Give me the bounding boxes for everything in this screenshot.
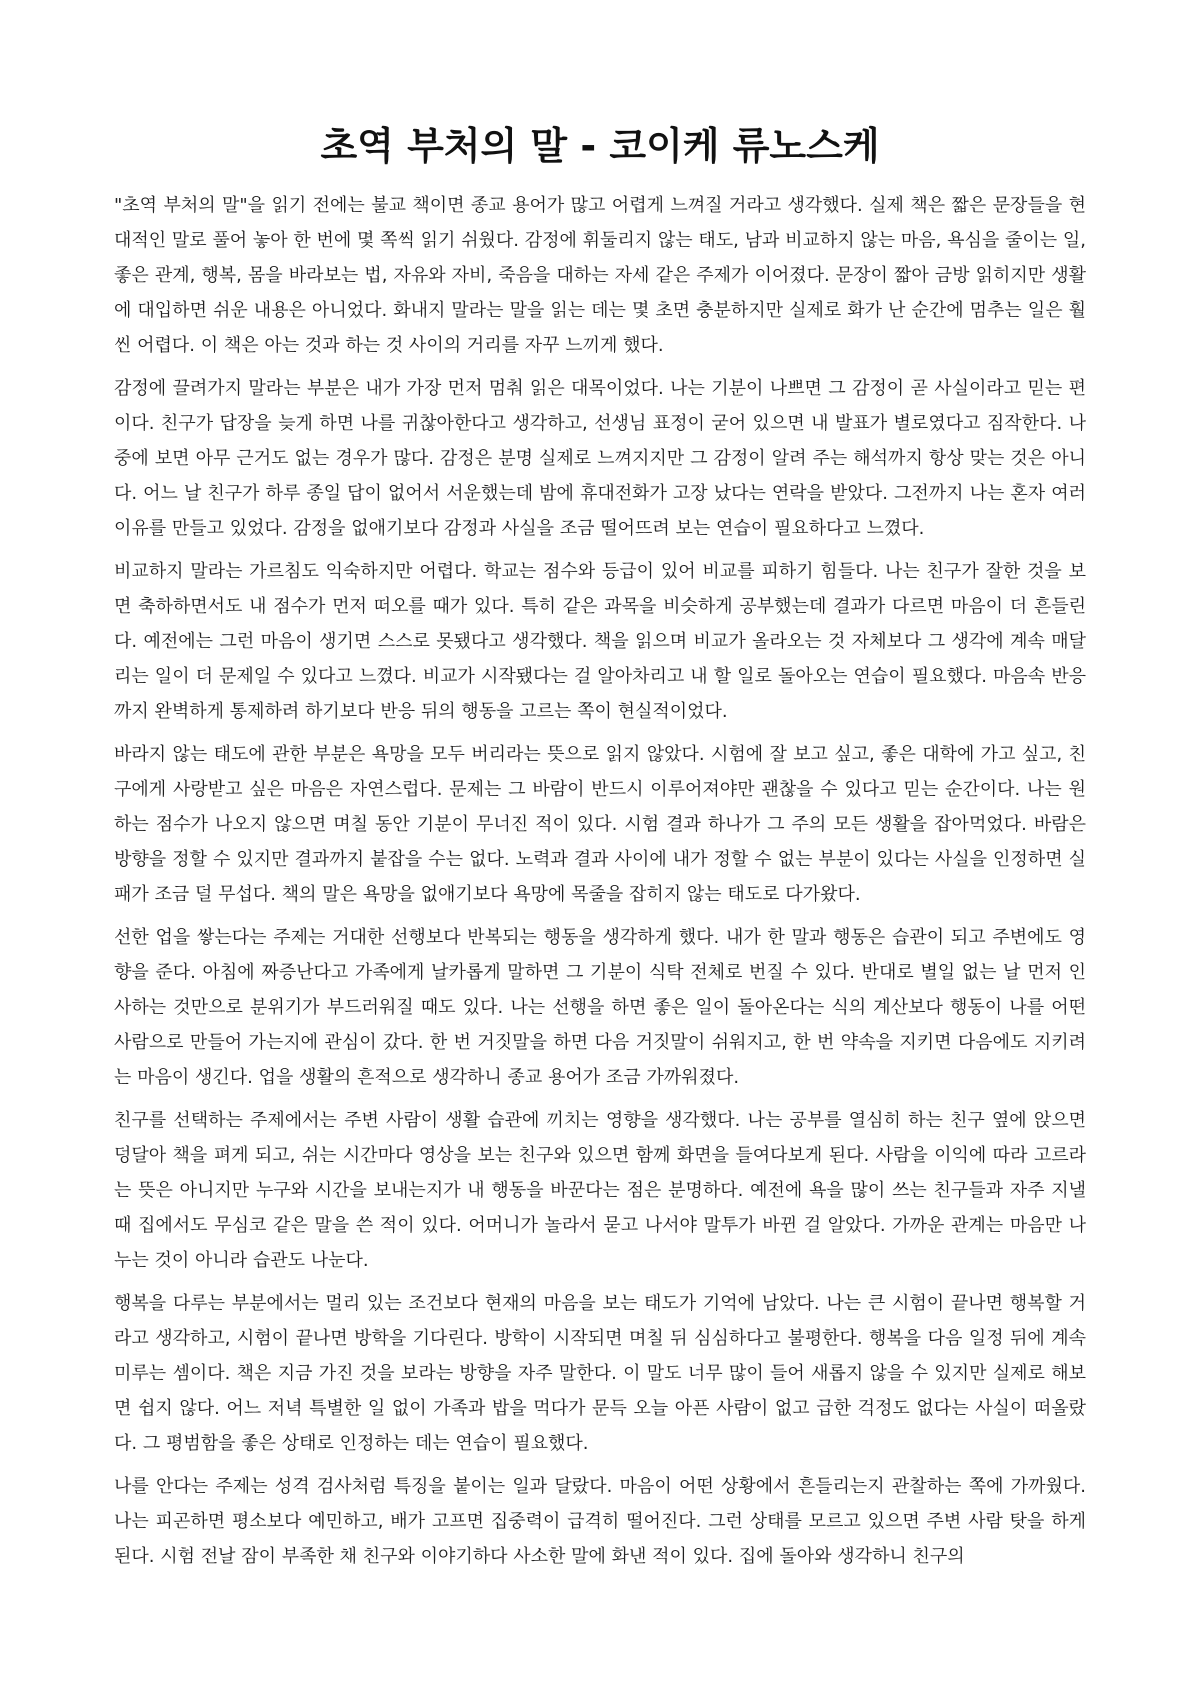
document-page — [114, 0, 1086, 1696]
paragraph: 감정에 끌려가지 말라는 부분은 내가 가장 먼저 멈춰 읽은 대목이었다. 나는 기분이 나쁘면 그 감정이 곧 사실이라고 믿는 편이다. 친구가 답장을 늦게 하면 나를 귀찮아한다고 생각하고, 선생님 표정이 굳어 있으면 내 발표가 별로였다고 짐작한다. 나중에 보면 아무 근거도 없는 경우가 많다. 감정은 분명 실제로 느껴지지만 그 감정이 알려 주는 해석까지 항상 맞는 것은 아니다. 어느 날 친구가 하루 종일 답이 없어서 서운했는데 밤에 휴대전화가 고장 났다는 연락을 받았다. 그전까지 나는 혼자 여러 이유를 만들고 있었다. 감정을 없애기보다 감정과 사실을 조금 떨어뜨려 보는 연습이 필요하다고 느꼈다. — [114, 378, 1086, 539]
paragraph: "초역 부처의 말"을 읽기 전에는 불교 책이면 종교 용어가 많고 어렵게 느껴질 거라고 생각했다. 실제 책은 짧은 문장들을 현대적인 말로 풀어 놓아 한 번에 몇 쪽씩 읽기 쉬웠다. 감정에 휘둘리지 않는 태도, 남과 비교하지 않는 마음, 욕심을 줄이는 일, 좋은 관계, 행복, 몸을 바라보는 법, 자유와 자비, 죽음을 대하는 자세 같은 주제가 이어졌다. 문장이 짧아 금방 읽히지만 생활에 대입하면 쉬운 내용은 아니었다. 화내지 말라는 말을 읽는 데는 몇 초면 충분하지만 실제로 화가 난 순간에 멈추는 일은 훨씬 어렵다. 이 책은 아는 것과 하는 것 사이의 거리를 자꾸 느끼게 했다. — [114, 195, 1086, 356]
paragraph: 선한 업을 쌓는다는 주제는 거대한 선행보다 반복되는 행동을 생각하게 했다. 내가 한 말과 행동은 습관이 되고 주변에도 영향을 준다. 아침에 짜증난다고 가족에게 날카롭게 말하면 그 기분이 식탁 전체로 번질 수 있다. 반대로 별일 없는 날 먼저 인사하는 것만으로 분위기가 부드러워질 때도 있다. 나는 선행을 하면 좋은 일이 돌아온다는 식의 계산보다 행동이 나를 어떤 사람으로 만들어 가는지에 관심이 갔다. 한 번 거짓말을 하면 다음 거짓말이 쉬워지고, 한 번 약속을 지키면 다음에도 지키려는 마음이 생긴다. 업을 생활의 흔적으로 생각하니 종교 용어가 조금 가까워졌다. — [114, 927, 1086, 1088]
paragraph: 행복을 다루는 부분에서는 멀리 있는 조건보다 현재의 마음을 보는 태도가 기억에 남았다. 나는 큰 시험이 끝나면 행복할 거라고 생각하고, 시험이 끝나면 방학을 기다린다. 방학이 시작되면 며칠 뒤 심심하다고 불평한다. 행복을 다음 일정 뒤에 계속 미루는 셈이다. 책은 지금 가진 것을 보라는 방향을 자주 말한다. 이 말도 너무 많이 들어 새롭지 않을 수 있지만 실제로 해보면 쉽지 않다. 어느 저녁 특별한 일 없이 가족과 밥을 먹다가 문득 오늘 아픈 사람이 없고 급한 걱정도 없다는 사실이 떠올랐다. 그 평범함을 좋은 상태로 인정하는 데는 연습이 필요했다. — [114, 1293, 1086, 1454]
paragraph: 친구를 선택하는 주제에서는 주변 사람이 생활 습관에 끼치는 영향을 생각했다. 나는 공부를 열심히 하는 친구 옆에 앉으면 덩달아 책을 펴게 되고, 쉬는 시간마다 영상을 보는 친구와 있으면 함께 화면을 들여다보게 된다. 사람을 이익에 따라 고르라는 뜻은 아니지만 누구와 시간을 보내는지가 내 행동을 바꾼다는 점은 분명하다. 예전에 욕을 많이 쓰는 친구들과 자주 지낼 때 집에서도 무심코 같은 말을 쓴 적이 있다. 어머니가 놀라서 묻고 나서야 말투가 바뀐 걸 알았다. 가까운 관계는 마음만 나누는 것이 아니라 습관도 나눈다. — [114, 1110, 1086, 1271]
paragraph: 비교하지 말라는 가르침도 익숙하지만 어렵다. 학교는 점수와 등급이 있어 비교를 피하기 힘들다. 나는 친구가 잘한 것을 보면 축하하면서도 내 점수가 먼저 떠오를 때가 있다. 특히 같은 과목을 비슷하게 공부했는데 결과가 다르면 마음이 더 흔들린다. 예전에는 그런 마음이 생기면 스스로 못됐다고 생각했다. 책을 읽으며 비교가 올라오는 것 자체보다 그 생각에 계속 매달리는 일이 더 문제일 수 있다고 느꼈다. 비교가 시작됐다는 걸 알아차리고 내 할 일로 돌아오는 연습이 필요했다. 마음속 반응까지 완벽하게 통제하려 하기보다 반응 뒤의 행동을 고르는 쪽이 현실적이었다. — [114, 561, 1086, 722]
document-body — [114, 188, 1086, 1574]
paragraph: 나를 안다는 주제는 성격 검사처럼 특징을 붙이는 일과 달랐다. 마음이 어떤 상황에서 흔들리는지 관찰하는 쪽에 가까웠다. 나는 피곤하면 평소보다 예민하고, 배가 고프면 집중력이 급격히 떨어진다. 그런 상태를 모르고 있으면 주변 사람 탓을 하게 된다. 시험 전날 잠이 부족한 채 친구와 이야기하다 사소한 말에 화낸 적이 있다. 집에 돌아와 생각하니 친구의 — [114, 1476, 1086, 1567]
paragraph: 바라지 않는 태도에 관한 부분은 욕망을 모두 버리라는 뜻으로 읽지 않았다. 시험에 잘 보고 싶고, 좋은 대학에 가고 싶고, 친구에게 사랑받고 싶은 마음은 자연스럽다. 문제는 그 바람이 반드시 이루어져야만 괜찮을 수 있다고 믿는 순간이다. 나는 원하는 점수가 나오지 않으면 며칠 동안 기분이 무너진 적이 있다. 시험 결과 하나가 그 주의 모든 생활을 잡아먹었다. 바람은 방향을 정할 수 있지만 결과까지 붙잡을 수는 없다. 노력과 결과 사이에 내가 정할 수 없는 부분이 있다는 사실을 인정하면 실패가 조금 덜 무섭다. 책의 말은 욕망을 없애기보다 욕망에 목줄을 잡히지 않는 태도로 다가왔다. — [114, 744, 1086, 905]
document-title: 초역 부처의 말 - 코이케 류노스케 — [320, 124, 880, 168]
